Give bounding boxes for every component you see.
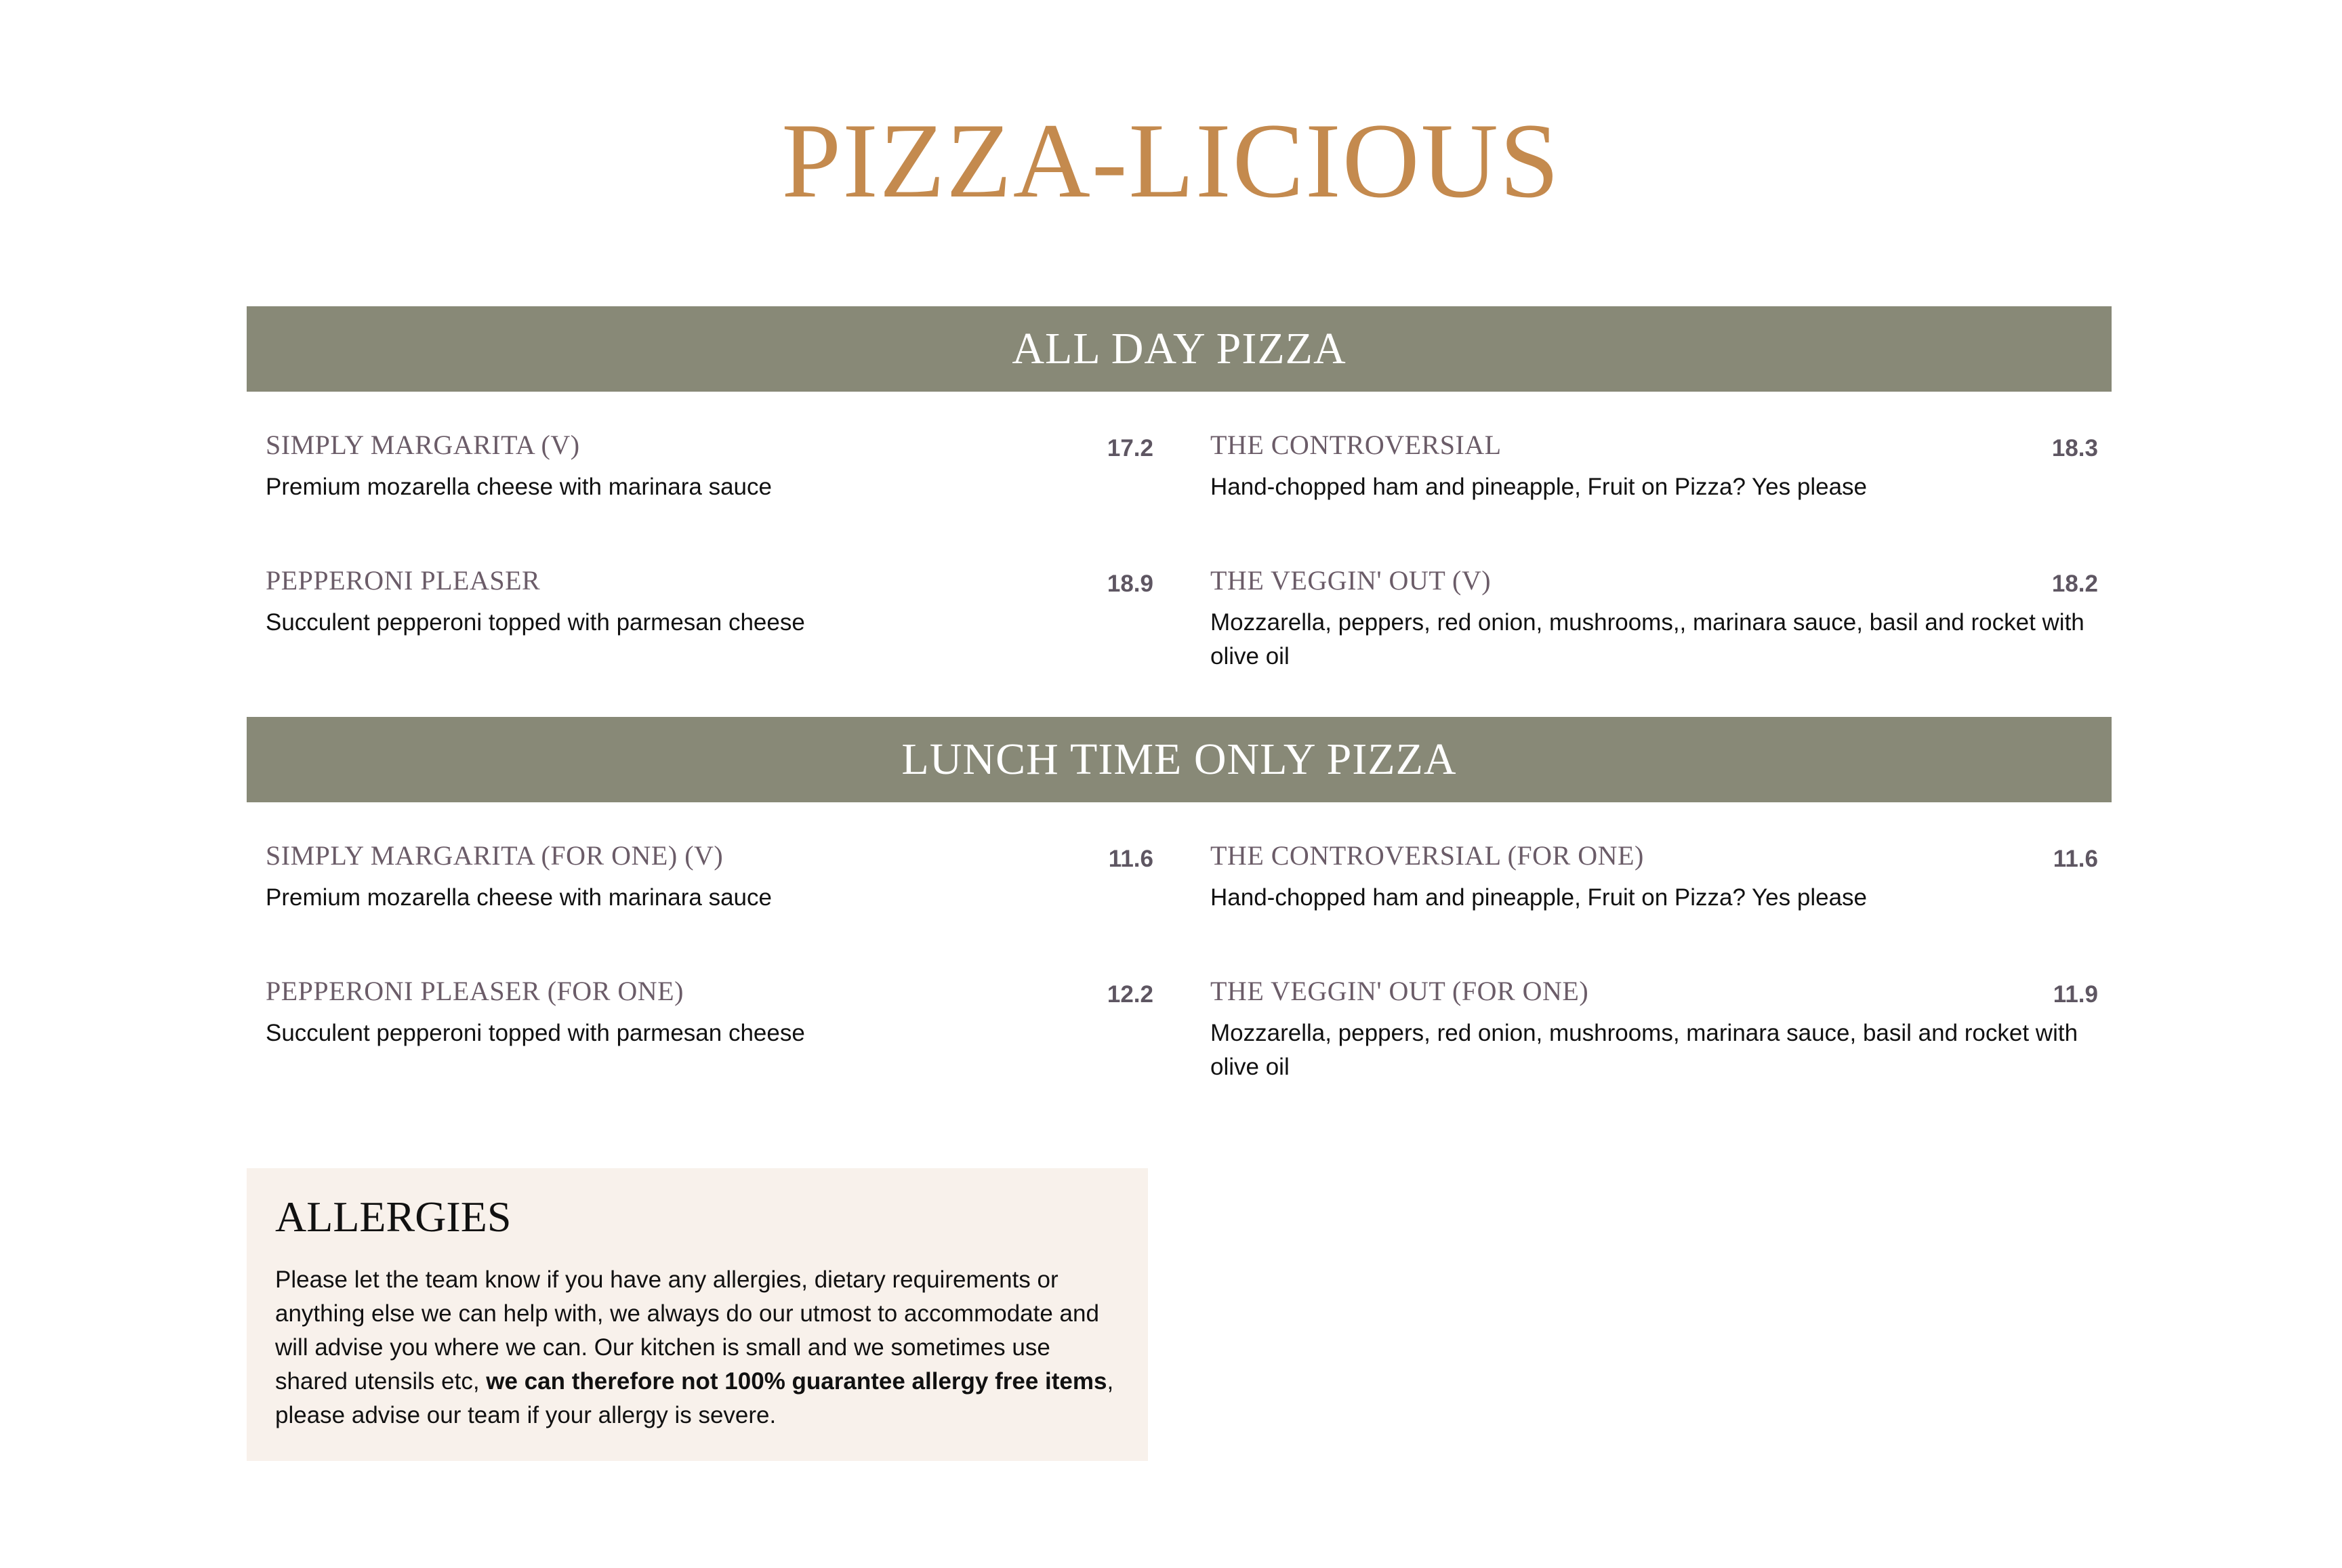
menu-item-description: Succulent pepperoni topped with parmesan cheese: [266, 609, 805, 636]
menu-item-price: 11.6: [2053, 846, 2098, 872]
menu-item-name: THE CONTROVERSIAL (FOR ONE): [1210, 840, 1644, 871]
menu-item-description: Hand-chopped ham and pineapple, Fruit on Pizza? Yes please: [1210, 884, 1868, 911]
menu-item-price: 11.6: [1108, 846, 1153, 872]
allergies-title: ALLERGIES: [275, 1193, 512, 1241]
menu-item-name: PEPPERONI PLEASER (FOR ONE): [266, 976, 684, 1006]
menu-item-price: 18.3: [2051, 435, 2098, 461]
allergies-text-bold: we can therefore not 100% guarantee allergy free items: [486, 1368, 1107, 1395]
allergies-text-intro: Please let the team know if you have any allergies, dietary requirements or anything else we can help with, we always do our utmost to accommodate and will advise you where we can. Our kitchen is small and we sometimes use shared utensils etc,: [275, 1266, 1099, 1395]
menu-item-description: Mozzarella, peppers, red onion, mushrooms, marinara sauce, basil and rocket with olive oil: [1210, 1020, 2078, 1080]
menu-item-price: 18.9: [1107, 571, 1153, 597]
menu-item-description: Succulent pepperoni topped with parmesan cheese: [266, 1020, 805, 1046]
section-banner-all-day: ALL DAY PIZZA: [247, 306, 2112, 392]
menu-item-description: Premium mozarella cheese with marinara sauce: [266, 884, 772, 911]
menu-item-price: 18.2: [2051, 571, 2098, 597]
menu-item-name: THE VEGGIN' OUT (FOR ONE): [1210, 976, 1589, 1006]
menu-item-description: Mozzarella, peppers, red onion, mushrooms,, marinara sauce, basil and rocket with olive oil: [1210, 609, 2084, 669]
allergies-text-outro: , please advise our team if your allergy is severe.: [275, 1368, 1114, 1428]
menu-item-description: Premium mozarella cheese with marinara sauce: [266, 474, 772, 500]
section-banner-lunch-time: LUNCH TIME ONLY PIZZA: [247, 717, 2112, 802]
menu-item-name: PEPPERONI PLEASER: [266, 565, 541, 596]
menu-item-name: SIMPLY MARGARITA (V): [266, 430, 580, 460]
menu-item-name: THE VEGGIN' OUT (V): [1210, 565, 1492, 596]
menu-item-description: Hand-chopped ham and pineapple, Fruit on Pizza? Yes please: [1210, 474, 1868, 500]
menu-item-name: THE CONTROVERSIAL: [1210, 430, 1502, 460]
menu-item-price: 17.2: [1107, 435, 1153, 461]
menu-item-price: 12.2: [1107, 981, 1153, 1008]
restaurant-title: PIZZA-LICIOUS: [781, 102, 1561, 220]
allergies-box: [247, 1168, 1148, 1461]
menu-item-name: SIMPLY MARGARITA (FOR ONE) (V): [266, 840, 724, 871]
allergies-text: [275, 1263, 1129, 1432]
menu-item-price: 11.9: [2053, 981, 2098, 1008]
